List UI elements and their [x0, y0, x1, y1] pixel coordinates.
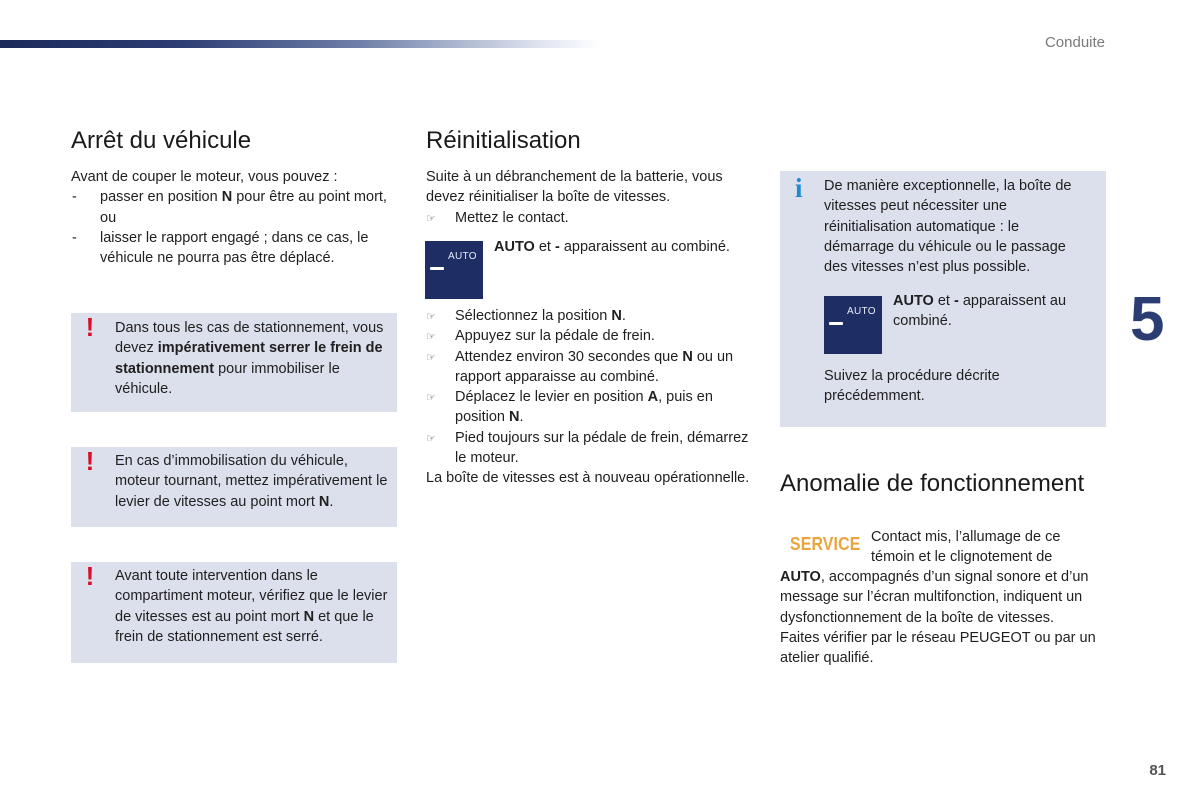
malfunction-text-start: Contact mis, l’allumage de ce témoin et le clignotement de [871, 529, 1061, 566]
info-box-auto-reset [780, 171, 1106, 427]
follow-procedure-text: Suivez la procédure décrite précédemment. [824, 368, 1000, 405]
warning-box-engine-compartment [71, 562, 397, 663]
chapter-number: 5 [1130, 285, 1164, 354]
reset-intro: Suite à un débranchement de la batterie, vous devez réinitialiser la boîte de vitesses. [426, 169, 723, 206]
list-item: ☞ Appuyez sur la pédale de frein. [426, 326, 756, 346]
auto-gearbox-display-icon: AUTO [824, 296, 882, 354]
section-title: Conduite [1044, 34, 1105, 51]
warning-icon: ! [85, 312, 95, 342]
stopping-section [71, 128, 397, 268]
reset-steps [426, 306, 756, 489]
section-heading-reset: Réinitialisation [426, 127, 581, 154]
stopping-options-list [71, 187, 397, 268]
reset-outro: La boîte de vitesses est à nouveau opérationnelle. [426, 470, 750, 487]
reset-steps-list [426, 306, 756, 468]
reset-first-step [426, 208, 756, 228]
warning-box-immobilisation [71, 447, 397, 527]
auto-appears-text: AUTO et - apparaissent au combiné. [494, 239, 730, 255]
auto-appears-text: AUTO et - apparaissent au combiné. [893, 293, 1067, 330]
list-item: ☞ Attendez environ 30 secondes que N ou un rapport apparaisse au combiné. [426, 347, 756, 388]
warning-text: En cas d’immobilisation du véhicule, moteur tournant, mettez impérativement le levier de vitesses au point mort N. [115, 453, 388, 510]
list-item: ☞ Mettez le contact. [426, 208, 756, 228]
section-heading-malfunction: Anomalie de fonctionnement [780, 470, 1085, 497]
warning-text: Avant toute intervention dans le compartiment moteur, vérifiez que le levier de vitesses est au point mort N et que le frein de stationnement est serré. [115, 568, 388, 645]
info-icon: i [795, 173, 803, 203]
page-number: 81 [1149, 762, 1166, 779]
list-item: - passer en position N pour être au point mort, ou [71, 187, 397, 228]
stopping-intro: Avant de couper le moteur, vous pouvez : [71, 169, 338, 185]
list-item: ☞ Pied toujours sur la pédale de frein, démarrez le moteur. [426, 428, 756, 469]
list-item: ☞ Sélectionnez la position N. [426, 306, 756, 326]
header-gradient-bar [0, 40, 600, 48]
auto-gearbox-display-icon: AUTO [425, 241, 483, 299]
list-item: ☞ Déplacez le levier en position A, puis en position N. [426, 387, 756, 428]
malfunction-text: AUTO, accompagnés d’un signal sonore et d’un message sur l’écran multifonction, indiquent un dysfonctionnement de la boîte de vitesses. Faites vérifier par le réseau PEUGEOT ou par un atelier qualifié. [780, 569, 1096, 667]
warning-box-parking [71, 313, 397, 412]
list-item: - laisser le rapport engagé ; dans ce cas, le véhicule ne pourra pas être déplacé. [71, 228, 397, 269]
warning-text: Dans tous les cas de stationnement, vous devez impérativement serrer le frein de stationnement pour immobiliser le véhicule. [115, 320, 384, 397]
reset-section [426, 128, 756, 228]
service-warning-icon: SERVICE [790, 534, 861, 554]
section-heading-stopping: Arrêt du véhicule [71, 127, 252, 154]
warning-icon: ! [85, 561, 95, 591]
warning-icon: ! [85, 446, 95, 476]
info-text: De manière exceptionnelle, la boîte de vitesses peut nécessiter une réinitialisation automatique : le démarrage du véhicule ou le passage des vitesses n’est plus possible. [824, 178, 1072, 276]
